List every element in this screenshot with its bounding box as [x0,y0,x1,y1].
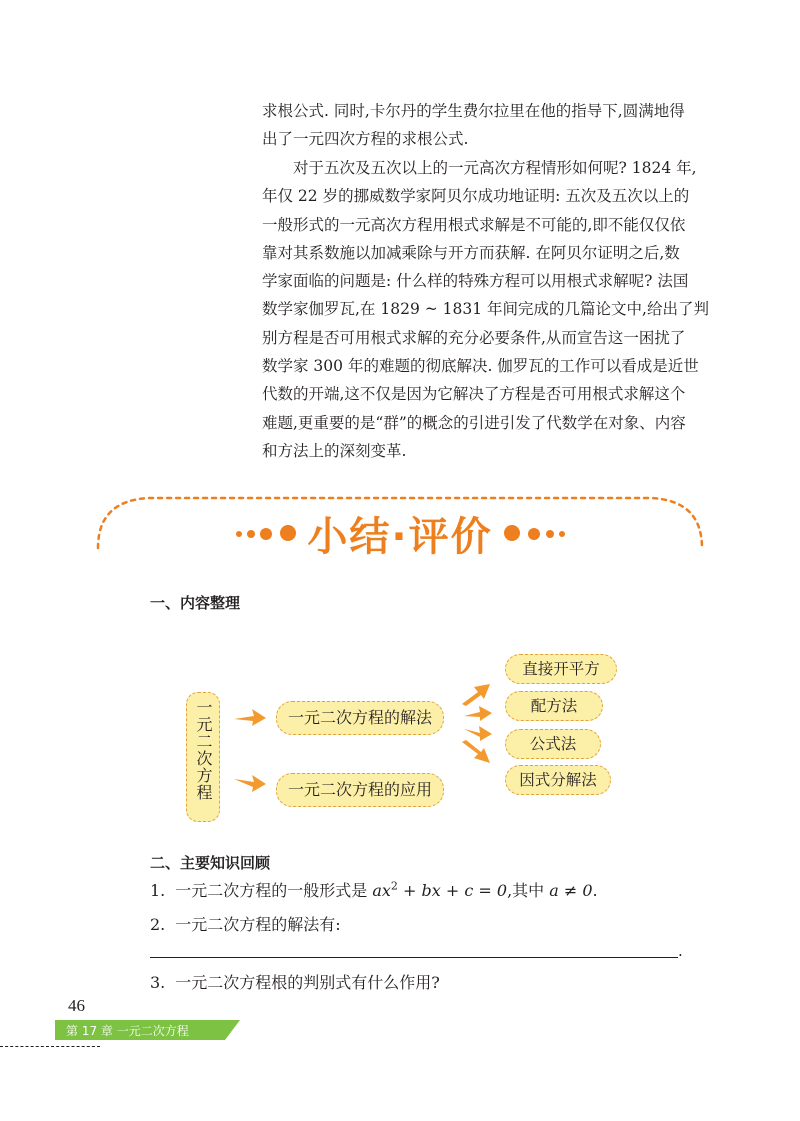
method-quadratic-formula: 公式法 [505,729,601,759]
diagram-applications-node: 一元二次方程的应用 [276,773,444,807]
section-heading-content-summary: 一、内容整理 [150,594,241,612]
text-line: 出了一元四次方程的求根公式. [262,130,469,149]
diagram-root-label: 一元二次方程 [194,699,213,801]
chapter-label: 第 17 章 一元二次方程 [66,1024,189,1038]
summary-banner-title: 小结·评价 [307,514,493,560]
item-number: 1. [150,881,166,900]
answer-blank-line[interactable] [150,957,678,958]
review-item-1 [150,878,598,901]
diagram-solving-methods-node: 一元二次方程的解法 [276,701,444,735]
text-line: 和方法上的深刻变革. [262,441,407,460]
arrow-down-right-icon [460,740,492,766]
text-line: 数学家 300 年的难题的彻底解决. 伽罗瓦的工作可以看成是近世 [262,357,699,376]
text-line: 靠对其系数施以加减乘除与开方而获解. 在阿贝尔证明之后,数 [262,243,680,262]
item-number: 2. [150,915,166,934]
method-completing-square: 配方法 [505,691,603,721]
formula-exponent: 2 [390,879,398,893]
arrow-right-icon [232,772,268,794]
text-line: 代数的开端,这不仅是因为它解决了方程是否可用根式求解这个 [262,385,686,404]
text-line: 别方程是否可用根式求解的充分必要条件,从而宣告这一困扰了 [262,328,686,347]
arrow-right-icon [462,702,494,724]
answer-line-period: . [678,942,683,960]
text-line: 对于五次及五次以上的一元高次方程情形如何呢? 1824 年, [293,159,697,177]
formula-rest: + bx + c = 0 [397,881,508,900]
text-line: 数学家伽罗瓦,在 1829 ~ 1831 年间完成的几篇论文中,给出了判 [262,300,709,319]
arrow-right-icon [232,706,268,728]
text-line: 年仅 22 岁的挪威数学家阿贝尔成功地证明: 五次及五次以上的 [262,187,690,206]
item-text: 一元二次方程的一般形式是 [175,881,373,900]
text-line: 一般形式的一元高次方程用根式求解是不可能的,即不能仅仅依 [262,215,686,234]
history-paragraph-2 [262,154,709,465]
review-item-2 [150,912,341,935]
item-text: 一元二次方程根的判别式有什么作用? [175,973,440,992]
footer-dashed-rule [0,1046,100,1047]
method-factorization: 因式分解法 [505,765,611,795]
formula-term: ax [372,881,391,900]
item-text: 一元二次方程的解法有: [175,915,341,934]
item-text: ,其中 [507,881,550,900]
diagram-root-node [186,692,220,822]
method-direct-square-root: 直接开平方 [505,654,617,684]
item-number: 3. [150,973,166,992]
text-line: 学家面临的问题是: 什么样的特殊方程可以用根式求解呢? 法国 [262,272,689,291]
item-text: . [592,881,598,900]
section-heading-knowledge-review: 二、主要知识回顾 [150,854,271,872]
review-item-3 [150,970,440,993]
history-paragraph-1 [262,97,706,154]
page-number: 46 [68,996,85,1015]
text-line: 求根公式. 同时,卡尔丹的学生费尔拉里在他的指导下,圆满地得 [262,102,685,120]
formula-condition: a ≠ 0 [549,881,593,900]
text-line: 难题,更重要的是“群”的概念的引进引发了代数学在对象、内容 [262,413,686,432]
